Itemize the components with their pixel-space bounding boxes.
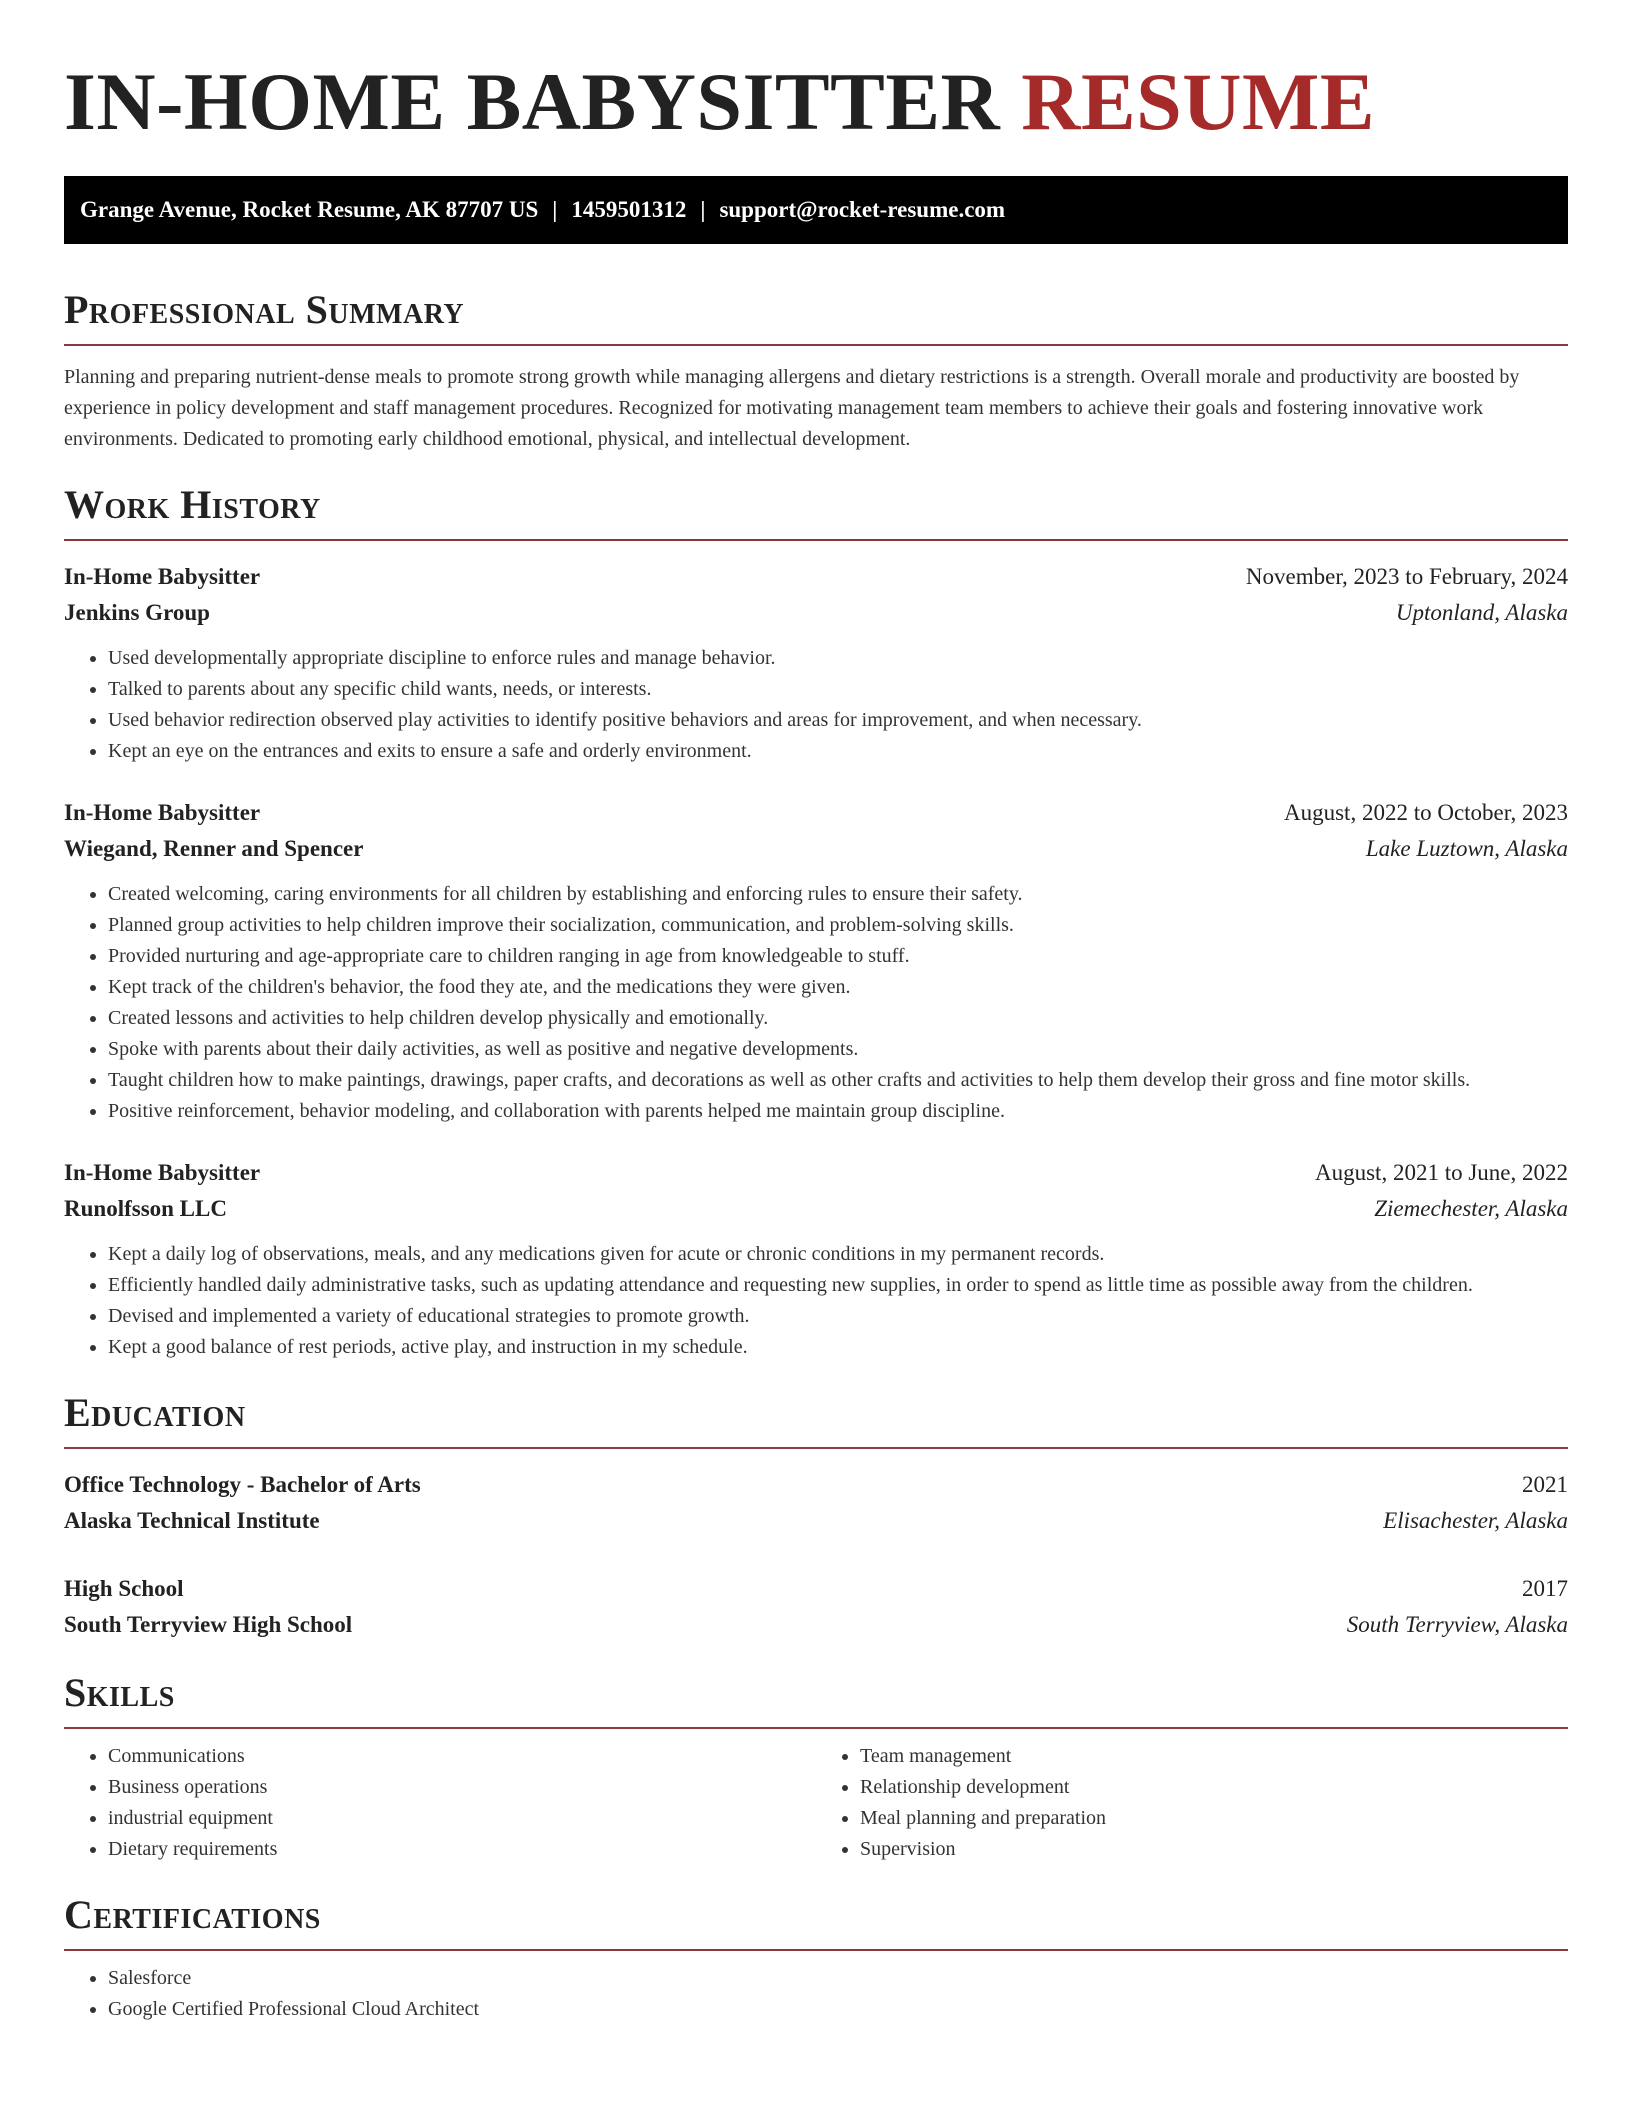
certification-item: • Google Certified Professional Cloud Architect	[108, 1994, 1568, 2025]
skills-list-left	[64, 1741, 816, 1865]
job-duty: • Positive reinforcement, behavior modeling, and collaboration with parents helped me maintain group discipline.	[108, 1096, 1568, 1127]
education-school: Alaska Technical Institute	[64, 1508, 320, 1533]
education-location: South Terryview, Alaska	[1346, 1612, 1568, 1637]
skill-item: • Team management	[860, 1741, 1568, 1772]
job-entry	[64, 795, 1568, 1127]
education-degree: Office Technology - Bachelor of Arts	[64, 1472, 421, 1497]
section-divider	[64, 1727, 1568, 1729]
job-company-row	[64, 595, 1568, 631]
contact-address: Grange Avenue, Rocket Resume, AK 87707 US	[80, 197, 539, 222]
job-duty: • Efficiently handled daily administrative tasks, such as updating attendance and requesting new supplies, in order to spend as little time as possible away from the children.	[108, 1270, 1568, 1301]
skill-item: • Business operations	[108, 1772, 816, 1803]
skills-grid	[64, 1741, 1568, 1865]
education-section	[64, 1387, 1568, 1643]
job-title: In-Home Babysitter	[64, 1160, 261, 1185]
job-location: Ziemechester, Alaska	[1374, 1196, 1568, 1221]
job-dates: November, 2023 to February, 2024	[1245, 564, 1568, 589]
contact-separator: |	[700, 197, 706, 222]
section-divider	[64, 1447, 1568, 1449]
job-duty: • Kept an eye on the entrances and exits to ensure a safe and orderly environment.	[108, 736, 1568, 767]
section-heading-skills: Skills	[64, 1670, 175, 1715]
job-dates: August, 2021 to June, 2022	[1315, 1160, 1568, 1185]
job-title: In-Home Babysitter	[64, 564, 261, 589]
job-company-row	[64, 831, 1568, 867]
contact-email[interactable]: support@rocket-resume.com	[719, 197, 1006, 222]
job-header-row	[64, 559, 1568, 595]
job-company: Runolfsson LLC	[64, 1196, 227, 1221]
education-year: 2017	[1522, 1576, 1568, 1601]
job-duty: • Planned group activities to help children improve their socialization, communication, and problem-solving skills.	[108, 910, 1568, 941]
job-duties-list	[64, 879, 1568, 1127]
job-duty: • Spoke with parents about their daily activities, as well as positive and negative developments.	[108, 1034, 1568, 1065]
contact-separator: |	[552, 197, 558, 222]
job-duty: • Created lessons and activities to help children develop physically and emotionally.	[108, 1003, 1568, 1034]
job-duty: • Provided nurturing and age-appropriate care to children ranging in age from knowledgeable to stuff.	[108, 941, 1568, 972]
job-entry	[64, 559, 1568, 767]
education-school-row	[64, 1503, 1568, 1539]
work-history-section	[64, 479, 1568, 1363]
education-location: Elisachester, Alaska	[1383, 1508, 1568, 1533]
education-degree-row	[64, 1571, 1568, 1607]
resume-title-accent: RESUME	[1021, 56, 1376, 147]
summary-section	[64, 284, 1568, 455]
skills-list-right	[816, 1741, 1568, 1865]
job-duty: • Kept a good balance of rest periods, active play, and instruction in my schedule.	[108, 1332, 1568, 1363]
skill-item: • Supervision	[860, 1834, 1568, 1865]
section-heading-certifications: Certifications	[64, 1892, 321, 1937]
education-degree: High School	[64, 1576, 184, 1601]
certification-item: • Salesforce	[108, 1963, 1568, 1994]
section-heading-education: Education	[64, 1390, 246, 1435]
contact-bar	[64, 176, 1568, 244]
skills-section	[64, 1667, 1568, 1865]
job-title: In-Home Babysitter	[64, 800, 261, 825]
job-duty: • Kept track of the children's behavior, the food they ate, and the medications they were given.	[108, 972, 1568, 1003]
job-duty: • Kept a daily log of observations, meals, and any medications given for acute or chronic conditions in my permanent records.	[108, 1239, 1568, 1270]
job-duty: • Talked to parents about any specific child wants, needs, or interests.	[108, 674, 1568, 705]
education-entry	[64, 1571, 1568, 1643]
job-location: Uptonland, Alaska	[1395, 600, 1568, 625]
education-year: 2021	[1522, 1472, 1568, 1497]
job-duty: • Taught children how to make paintings, drawings, paper crafts, and decorations as well as other crafts and activities to help them develop their gross and fine motor skills.	[108, 1065, 1568, 1096]
job-duties-list	[64, 643, 1568, 767]
certifications-section	[64, 1889, 1568, 2025]
job-location: Lake Luztown, Alaska	[1365, 836, 1568, 861]
job-header-row	[64, 1155, 1568, 1191]
job-duties-list	[64, 1239, 1568, 1363]
job-duty: • Devised and implemented a variety of educational strategies to promote growth.	[108, 1301, 1568, 1332]
job-company: Jenkins Group	[64, 600, 210, 625]
job-duty: • Created welcoming, caring environments for all children by establishing and enforcing rules to ensure their safety.	[108, 879, 1568, 910]
skill-item: • Dietary requirements	[108, 1834, 816, 1865]
section-divider	[64, 539, 1568, 541]
section-divider	[64, 344, 1568, 346]
job-duty: • Used behavior redirection observed play activities to identify positive behaviors and areas for improvement, and when necessary.	[108, 705, 1568, 736]
section-heading-summary: Professional Summary	[64, 287, 465, 332]
section-divider	[64, 1949, 1568, 1951]
job-dates: August, 2022 to October, 2023	[1284, 800, 1568, 825]
section-heading-work-history: Work History	[64, 482, 321, 527]
summary-text: Planning and preparing nutrient-dense meals to promote strong growth while managing allergens and dietary restrictions is a strength. Overall morale and productivity are boosted by experience in policy development and staff management procedures. Recognized for motivating management team members to achieve their goals and fostering innovative work environments. Dedicated to promoting early childhood emotional, physical, and intellectual development.	[64, 366, 1520, 450]
job-company: Wiegand, Renner and Spencer	[64, 836, 364, 861]
job-company-row	[64, 1191, 1568, 1227]
resume-title	[64, 52, 1568, 152]
job-header-row	[64, 795, 1568, 831]
education-degree-row	[64, 1467, 1568, 1503]
contact-phone: 1459501312	[571, 197, 687, 222]
certifications-list	[64, 1963, 1568, 2025]
education-school: South Terryview High School	[64, 1612, 353, 1637]
job-duty: • Used developmentally appropriate discipline to enforce rules and manage behavior.	[108, 643, 1568, 674]
resume-title-main: IN-HOME BABYSITTER	[64, 56, 1001, 147]
skill-item: • Relationship development	[860, 1772, 1568, 1803]
skill-item: • Meal planning and preparation	[860, 1803, 1568, 1834]
education-school-row	[64, 1607, 1568, 1643]
skill-item: • Communications	[108, 1741, 816, 1772]
skill-item: • industrial equipment	[108, 1803, 816, 1834]
job-entry	[64, 1155, 1568, 1363]
education-entry	[64, 1467, 1568, 1539]
